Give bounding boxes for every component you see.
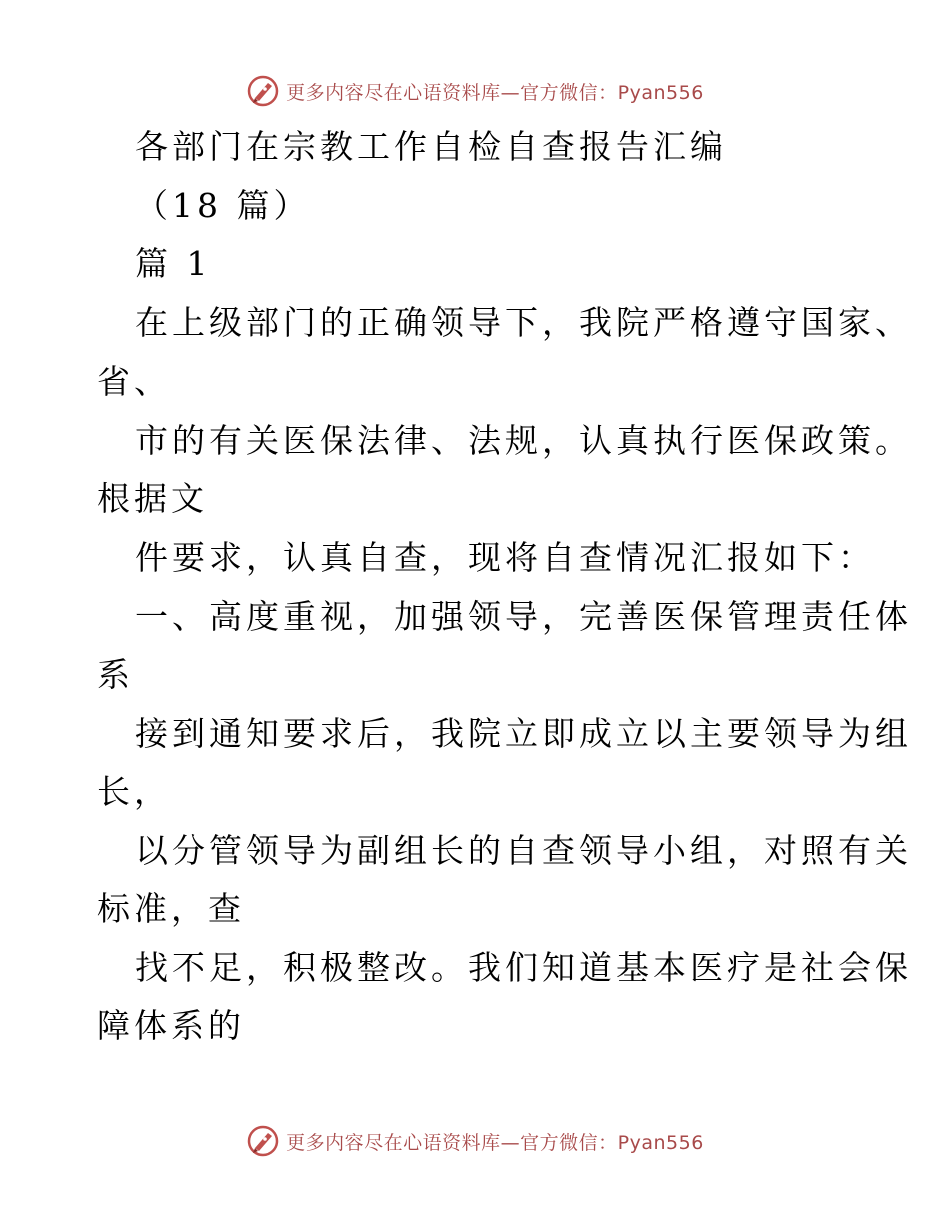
paragraph-line: 以分管领导为副组长的自查领导小组，对照有关 [135,831,912,870]
section-heading: 篇 1 [135,244,212,283]
paragraph-line: 找不足，积极整改。我们知道基本医疗是社会保 [135,948,912,987]
paragraph-line: 长， [97,772,171,811]
subsection-heading-cont: 系 [97,655,134,694]
paragraph-line: 接到通知要求后，我院立即成立以主要领导为组 [135,714,912,753]
paragraph-line: 在上级部门的正确领导下，我院严格遵守国家、 [135,303,912,342]
paragraph-line: 障体系的 [97,1006,245,1045]
paragraph-line: 省、 [97,362,171,401]
pen-quill-logo-icon [246,1124,280,1158]
watermark-text: 更多内容尽在心语资料库—官方微信：Pyan556 [286,81,704,104]
pen-quill-logo-icon [246,74,280,108]
paragraph-line: 件要求，认真自查，现将自查情况汇报如下： [135,538,875,577]
subsection-heading: 一、高度重视，加强领导，完善医保管理责任体 [135,597,912,636]
paragraph-line: 市的有关医保法律、法规，认真执行医保政策。 [135,421,912,460]
paragraph-line: 根据文 [97,479,208,518]
paragraph-line: 标准，查 [97,889,245,928]
document-title: 各部门在宗教工作自检自查报告汇编 [135,127,727,166]
watermark-text: 更多内容尽在心语资料库—官方微信：Pyan556 [286,1131,704,1154]
document-subtitle: （18 篇） [135,186,311,225]
header-watermark [0,74,950,108]
footer-watermark [0,1124,950,1158]
